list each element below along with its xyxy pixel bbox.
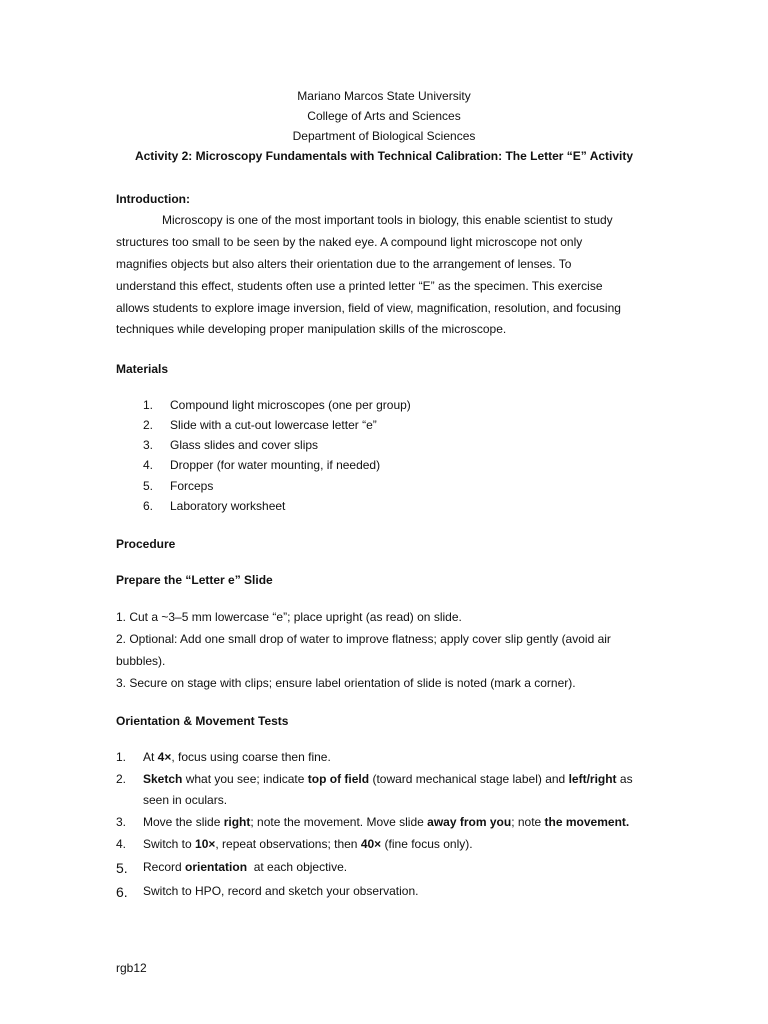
- materials-num-5: 5.: [143, 479, 154, 493]
- orientation-num-5: 5.: [116, 860, 128, 876]
- materials-num-3: 3.: [143, 438, 154, 452]
- bold-span: top of field: [307, 772, 370, 786]
- materials-item-2: Slide with a cut-out lowercase letter “e”: [170, 418, 377, 432]
- intro-line-6: techniques while developing proper manipulation skills of the microscope.: [116, 322, 507, 336]
- orientation-num-3: 3.: [116, 815, 127, 829]
- department-name: Department of Biological Sciences: [292, 129, 476, 143]
- text-span: At: [143, 750, 158, 764]
- orientation-item-2-cont: seen in oculars.: [143, 793, 228, 807]
- orientation-item-6: Switch to HPO, record and sketch your observation.: [143, 884, 419, 898]
- text-span: (toward mechanical stage label) and: [369, 772, 569, 786]
- bold-span: 40×: [360, 837, 382, 851]
- bold-span: right: [223, 815, 251, 829]
- orientation-item-5: [143, 861, 347, 875]
- materials-item-1: Compound light microscopes (one per group): [170, 398, 411, 412]
- orientation-num-6: 6.: [116, 884, 128, 900]
- bold-span: orientation: [185, 860, 248, 874]
- text-span: (fine focus only).: [381, 837, 473, 851]
- materials-item-5: Forceps: [170, 479, 214, 493]
- orientation-num-1: 1.: [116, 750, 127, 764]
- prepare-step-3: 3. Secure on stage with clips; ensure label orientation of slide is noted (mark a corner).: [116, 676, 576, 690]
- prepare-slide-heading: Prepare the “Letter e” Slide: [116, 573, 273, 587]
- orientation-item-1: [143, 751, 331, 765]
- intro-line-3: magnifies objects but also alters their orientation due to the arrangement of lenses. To: [116, 257, 572, 271]
- text-span: , focus using coarse then fine.: [171, 750, 331, 764]
- activity-title: Activity 2: Microscopy Fundamentals with Technical Calibration: The Letter “E” Activity: [134, 149, 634, 163]
- intro-line-2: structures too small to be seen by the naked eye. A compound light microscope not only: [116, 235, 583, 249]
- bold-span: the movement.: [544, 815, 630, 829]
- text-span: ; note the movement. Move slide: [250, 815, 428, 829]
- footer-code: rgb12: [116, 961, 147, 975]
- bold-span: away from you: [427, 815, 512, 829]
- materials-item-6: Laboratory worksheet: [170, 499, 286, 513]
- orientation-item-2: [143, 773, 643, 787]
- materials-num-2: 2.: [143, 418, 154, 432]
- college-name: College of Arts and Sciences: [307, 109, 461, 123]
- bold-span: 4×: [157, 750, 172, 764]
- intro-line-5: allows students to explore image inversion, field of view, magnification, resolution, and focusing: [116, 301, 621, 315]
- prepare-step-1: 1. Cut a ~3–5 mm lowercase “e”; place upright (as read) on slide.: [116, 610, 462, 624]
- bold-span: left/right: [568, 772, 617, 786]
- text-span: at each objective.: [247, 860, 348, 874]
- prepare-step-2-cont: bubbles).: [116, 654, 166, 668]
- materials-item-4: Dropper (for water mounting, if needed): [170, 458, 381, 472]
- materials-heading: Materials: [116, 362, 169, 376]
- orientation-item-3: [143, 816, 629, 830]
- university-name: Mariano Marcos State University: [297, 89, 471, 103]
- materials-item-3: Glass slides and cover slips: [170, 438, 319, 452]
- orientation-item-4: [143, 838, 473, 852]
- intro-line-1: Microscopy is one of the most important tools in biology, this enable scientist to study: [162, 213, 613, 227]
- text-span: as: [616, 772, 633, 786]
- procedure-heading: Procedure: [116, 537, 176, 551]
- bold-span: Sketch: [143, 772, 183, 786]
- materials-num-4: 4.: [143, 458, 154, 472]
- orientation-num-4: 4.: [116, 837, 127, 851]
- prepare-step-2: 2. Optional: Add one small drop of water to improve flatness; apply cover slip gently (avoid air: [116, 632, 611, 646]
- text-span: Move the slide: [143, 815, 224, 829]
- intro-line-4: understand this effect, students often use a printed letter “E” as the specimen. This exercise: [116, 279, 603, 293]
- text-span: ; note: [511, 815, 545, 829]
- orientation-heading: Orientation & Movement Tests: [116, 714, 289, 728]
- text-span: , repeat observations; then: [215, 837, 361, 851]
- text-span: Switch to: [143, 837, 196, 851]
- introduction-heading: Introduction:: [116, 192, 190, 206]
- text-span: what you see; indicate: [182, 772, 308, 786]
- bold-span: 10×: [195, 837, 216, 851]
- orientation-num-2: 2.: [116, 772, 127, 786]
- materials-num-1: 1.: [143, 398, 154, 412]
- materials-num-6: 6.: [143, 499, 154, 513]
- text-span: Record: [143, 860, 186, 874]
